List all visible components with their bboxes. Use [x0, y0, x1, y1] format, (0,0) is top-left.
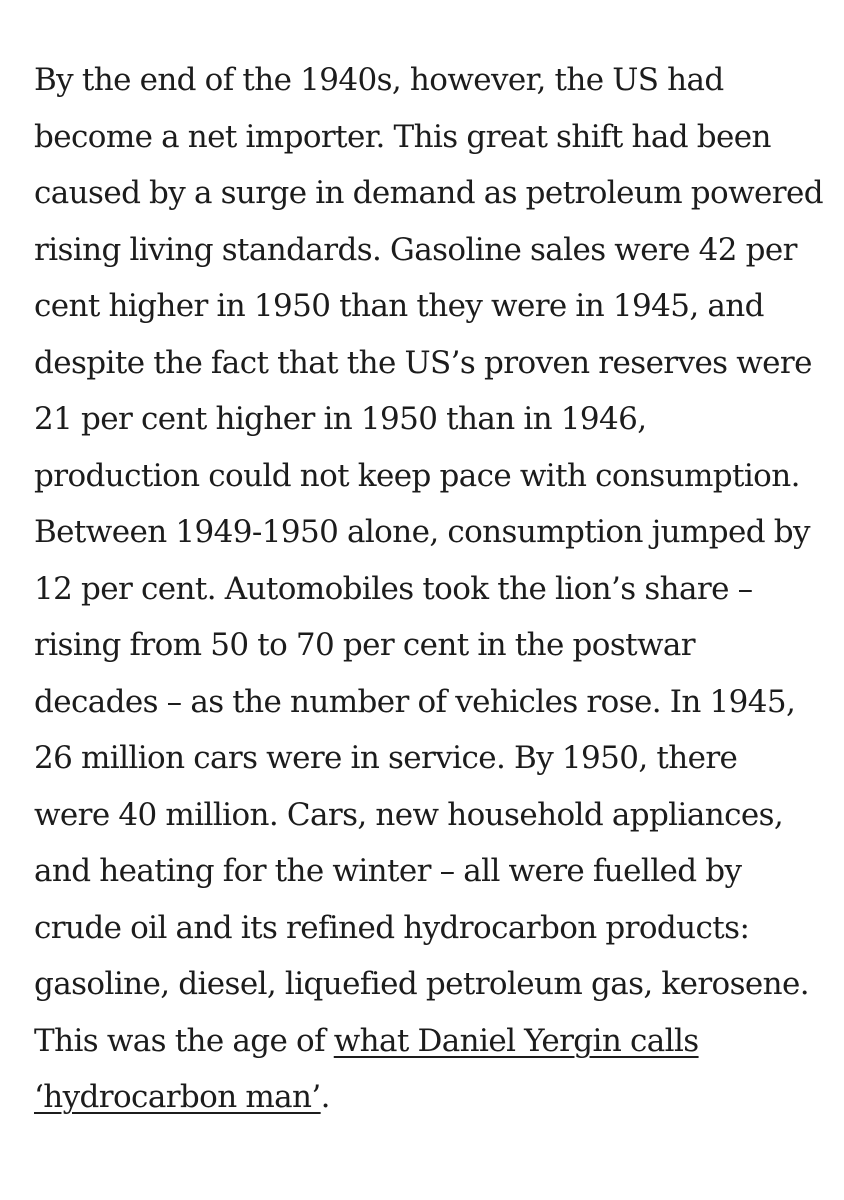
text-prefix: This was the age of	[34, 1022, 334, 1059]
text-line: and heating for the winter – all were fuelled by	[34, 853, 742, 889]
text-line: gasoline, diesel, liquefied petroleum gas, kerosene.	[34, 966, 810, 1002]
text-line: rising from 50 to 70 per cent in the postwar	[34, 627, 696, 663]
text-line: By the end of the 1940s, however, the US had	[34, 62, 724, 98]
text-line: caused by a surge in demand as petroleum powered	[34, 175, 823, 211]
text-line-with-link	[34, 1013, 824, 1070]
text-line: Between 1949-1950 alone, consumption jumped by	[34, 514, 810, 550]
text-line: cent higher in 1950 than they were in 1945, and	[34, 288, 764, 324]
text-line-with-link	[34, 1069, 824, 1126]
text-line: were 40 million. Cars, new household appliances,	[34, 796, 784, 833]
text-line: despite the fact that the US’s proven reserves were	[34, 344, 812, 381]
hydrocarbon-man-link[interactable]: ‘hydrocarbon man’	[34, 1079, 321, 1115]
text-line: 26 million cars were in service. By 1950, there	[34, 740, 738, 776]
text-line: production could not keep pace with consumption.	[34, 457, 800, 494]
text-suffix: .	[320, 1079, 330, 1115]
article-paragraph	[34, 52, 824, 1126]
text-line: crude oil and its refined hydrocarbon products:	[34, 909, 750, 946]
text-line: 12 per cent. Automobiles took the lion’s share –	[34, 570, 753, 607]
text-line: rising living standards. Gasoline sales were 42 per	[34, 231, 797, 268]
text-line: 21 per cent higher in 1950 than in 1946,	[34, 401, 647, 437]
yergin-link[interactable]: what Daniel Yergin calls	[333, 1022, 699, 1059]
text-line: become a net importer. This great shift had been	[34, 118, 771, 155]
text-line: decades – as the number of vehicles rose. In 1945,	[34, 683, 796, 720]
